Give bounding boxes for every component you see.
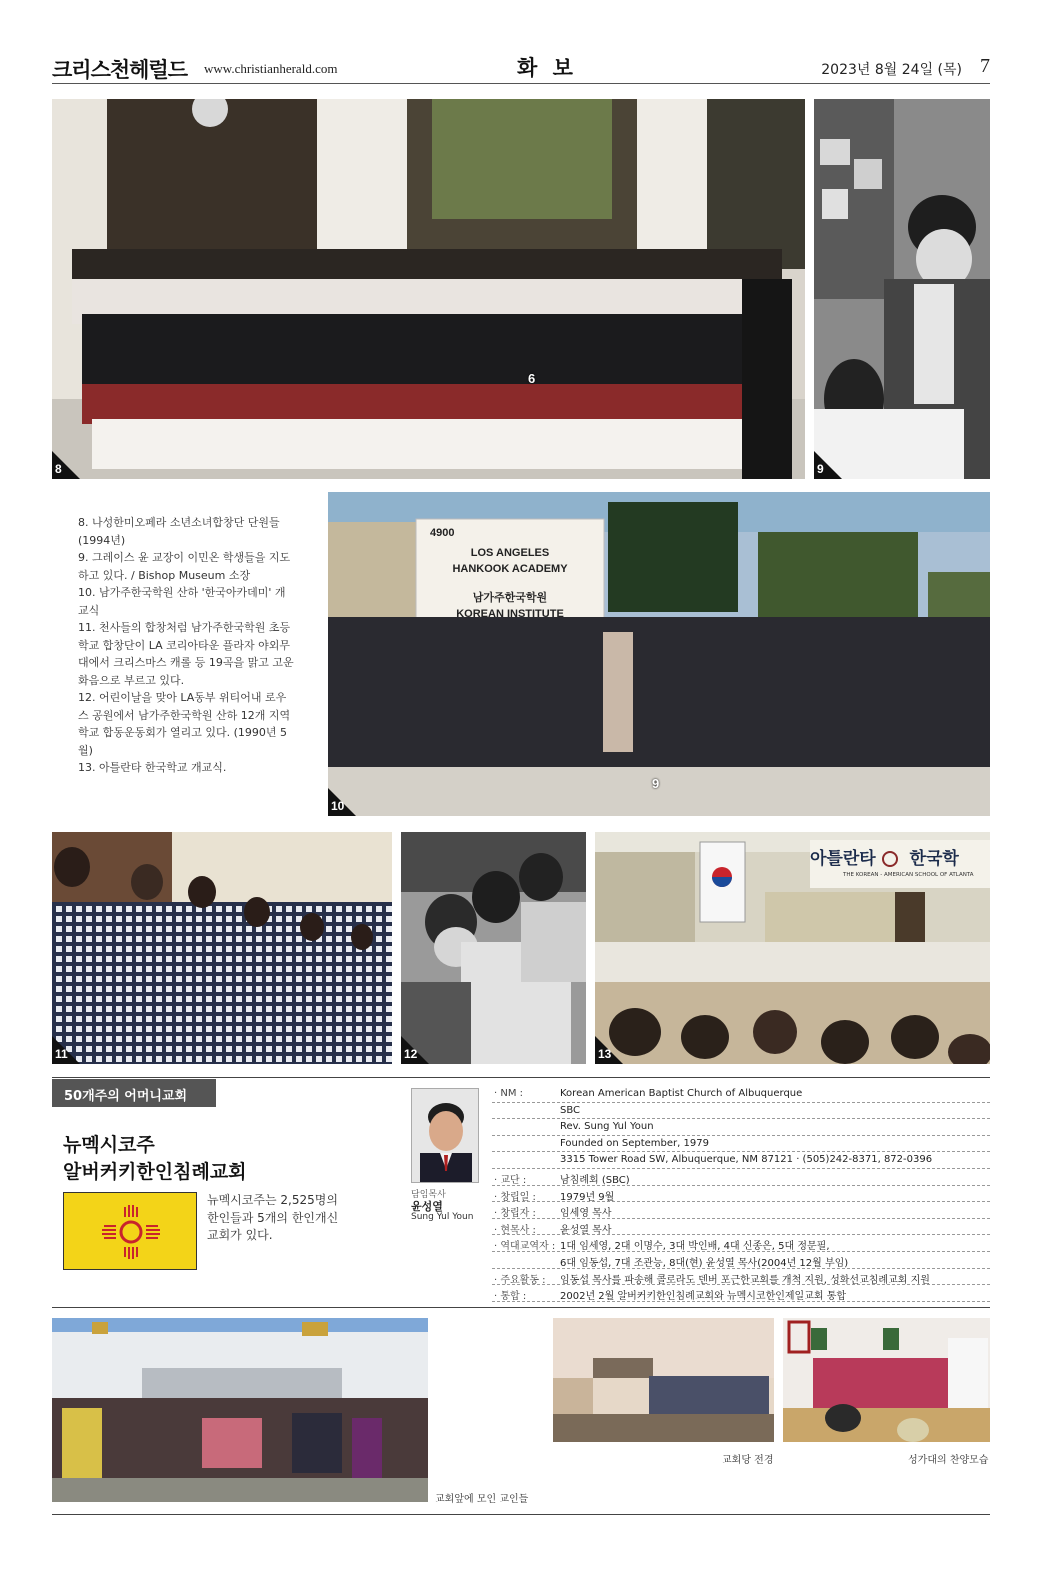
sign-line-4: KOREAN INSTITUTE	[456, 608, 564, 620]
info-value: 임동섭 목사를 파송해 콜로라도 덴버 포근한교회를 개척 지원, 성화선교침례교회 지원	[560, 1274, 930, 1286]
info-value: SBC	[560, 1104, 581, 1116]
school-seal-icon	[882, 849, 904, 869]
caption-8: 8. 나성한미오페라 소년소녀합창단 단원들 (1994년)	[78, 516, 280, 547]
info-row	[492, 1202, 990, 1219]
caption-10: 10. 남가주한국학원 산하 '한국아카데미' 개교식	[78, 586, 286, 617]
church-choir-image	[783, 1318, 990, 1442]
info-value: 임세영 목사	[560, 1208, 612, 1220]
photo-congregation	[52, 1318, 428, 1502]
issue-date: 2023년 8월 24일 (목)	[821, 62, 962, 78]
info-row	[492, 1186, 990, 1203]
info-value: 1979년 9월	[560, 1191, 615, 1203]
section-divider	[52, 1307, 990, 1308]
photo-captions	[78, 514, 296, 777]
info-value: 2002년 2월 알버커키한인침례교회와 뉴멕시코한인제일교회 통합	[560, 1291, 847, 1303]
sign-line-3: 남가주한국학원	[472, 592, 548, 604]
church-info-table	[492, 1086, 990, 1302]
sports-day-image	[401, 832, 586, 1064]
teacher-image	[814, 99, 990, 479]
photo-sports-day	[401, 832, 586, 1064]
info-row	[492, 1235, 990, 1252]
pastor-role: 담임목사	[411, 1190, 446, 1200]
sign-address: 4900	[430, 527, 455, 539]
info-row	[492, 1152, 990, 1169]
atlanta-banner-kr-2: 한국학	[909, 849, 959, 869]
info-row	[492, 1169, 990, 1186]
info-value: Founded on September, 1979	[560, 1137, 709, 1149]
state-note: 뉴멕시코주는 2,525명의 한인들과 5개의 한인개신교회가 있다.	[207, 1193, 339, 1242]
caption-12: 12. 어린이날을 맞아 LA동부 위티어내 로우스 공원에서 남가주한국학원 산하 12개 지역학교 합동운동회가 열리고 있다. (1990년 5월)	[78, 691, 291, 757]
info-value: 6대 임동섭, 7대 조관능, 8대(현) 윤성열 목사(2004년 12월 부임)	[560, 1257, 849, 1269]
section-title: 화 보	[517, 56, 577, 80]
photo-number: 10	[331, 799, 345, 813]
church-title-name: 알버커키한인침례교회	[63, 1161, 247, 1183]
pastor-name-en: Sung Yul Youn	[411, 1212, 474, 1222]
info-value: 1대 임세영, 2대 이명수, 3대 박인배, 4대 신종은, 5대 정문필,	[560, 1241, 830, 1253]
info-key: · NM :	[494, 1088, 524, 1099]
new-mexico-flag	[63, 1192, 197, 1270]
academy-sign	[416, 519, 604, 620]
info-row	[492, 1285, 990, 1302]
info-key: · 주요활동 :	[494, 1274, 546, 1286]
info-value: 윤성열 목사	[560, 1224, 612, 1236]
caption-9: 9. 그레이스 윤 교장이 이민온 학생들을 지도하고 있다. / Bishop Museum 소장	[78, 551, 291, 582]
info-value: Rev. Sung Yul Youn	[560, 1121, 654, 1133]
photo-number: 9	[817, 462, 824, 476]
info-key: · 창립자 :	[494, 1208, 536, 1220]
photo-atlanta-school	[595, 832, 990, 1064]
newspaper-logo: 크리스천헤럴드	[52, 58, 188, 82]
photo-church-choir	[783, 1318, 990, 1442]
church-building-image	[553, 1318, 774, 1442]
atlanta-banner-kr	[810, 844, 959, 869]
info-key: · 교단 :	[494, 1174, 527, 1186]
info-key: · 창립일 :	[494, 1191, 536, 1203]
photo-number: 13	[598, 1047, 612, 1061]
photo-choir-singing	[52, 832, 392, 1064]
photo-number: 11	[55, 1047, 68, 1061]
page-number: 7	[980, 55, 990, 77]
photo-choir-group	[52, 99, 805, 479]
info-row	[492, 1219, 990, 1236]
congregation-image	[52, 1318, 428, 1502]
pastor-photo	[411, 1088, 479, 1183]
photo-church-building	[553, 1318, 774, 1442]
sign-line-2: HANKOOK ACADEMY	[452, 563, 568, 575]
info-value: 3315 Tower Road SW, Albuquerque, NM 87121 · (505)242-8371, 872-0396	[560, 1154, 933, 1166]
caption-congregation: 교회앞에 모인 교인들	[435, 1494, 529, 1505]
series-header: 50개주의 어머니교회	[52, 1079, 216, 1107]
caption-11: 11. 천사들의 합창처럼 남가주한국학원 초등학교 합창단이 LA 코리아타운 플라자 야외무대에서 크리스마스 캐롤 등 19곡을 맑고 고운 화음으로 부르고 있다.	[78, 621, 294, 687]
caption-church-choir: 성가대의 찬양모습	[908, 1455, 989, 1466]
photo-inset-number: 9	[652, 776, 660, 791]
info-row	[492, 1269, 990, 1286]
photo-number: 8	[55, 462, 62, 476]
website-url[interactable]: www.christianherald.com	[204, 61, 338, 76]
info-row	[492, 1086, 990, 1103]
photo-inset-number: 6	[528, 371, 536, 386]
section-divider	[52, 1077, 990, 1078]
masthead	[52, 52, 990, 84]
zia-sun-icon	[64, 1193, 198, 1271]
info-key: · 통합 :	[494, 1291, 527, 1303]
info-row	[492, 1136, 990, 1153]
caption-church-building: 교회당 전경	[722, 1455, 774, 1466]
pastor-name-kr: 윤성열	[411, 1200, 443, 1213]
photo-teacher	[814, 99, 990, 479]
church-title-state: 뉴멕시코주	[63, 1134, 155, 1156]
info-key: · 역대교역자 :	[494, 1241, 556, 1253]
info-value: Korean American Baptist Church of Albuquerque	[560, 1088, 803, 1099]
info-key: · 현목사 :	[494, 1224, 536, 1236]
info-row	[492, 1103, 990, 1120]
choir-group-image	[52, 99, 805, 479]
info-row	[492, 1119, 990, 1136]
sign-line-1: LOS ANGELES	[470, 547, 550, 559]
photo-number: 12	[404, 1047, 418, 1061]
photo-academy-opening	[328, 492, 990, 816]
church-title	[63, 1132, 247, 1186]
atlanta-banner-kr-1: 아틀란타	[810, 849, 876, 869]
page-bottom-rule	[52, 1514, 990, 1515]
pastor-portrait	[412, 1089, 479, 1183]
info-row	[492, 1252, 990, 1269]
info-value: 남침례회 (SBC)	[560, 1174, 630, 1186]
caption-13: 13. 아틀란타 한국학교 개교식.	[78, 761, 227, 774]
choir-singing-image	[52, 832, 392, 1064]
atlanta-banner-en: THE KOREAN - AMERICAN SCHOOL OF ATLANTA	[843, 872, 974, 878]
